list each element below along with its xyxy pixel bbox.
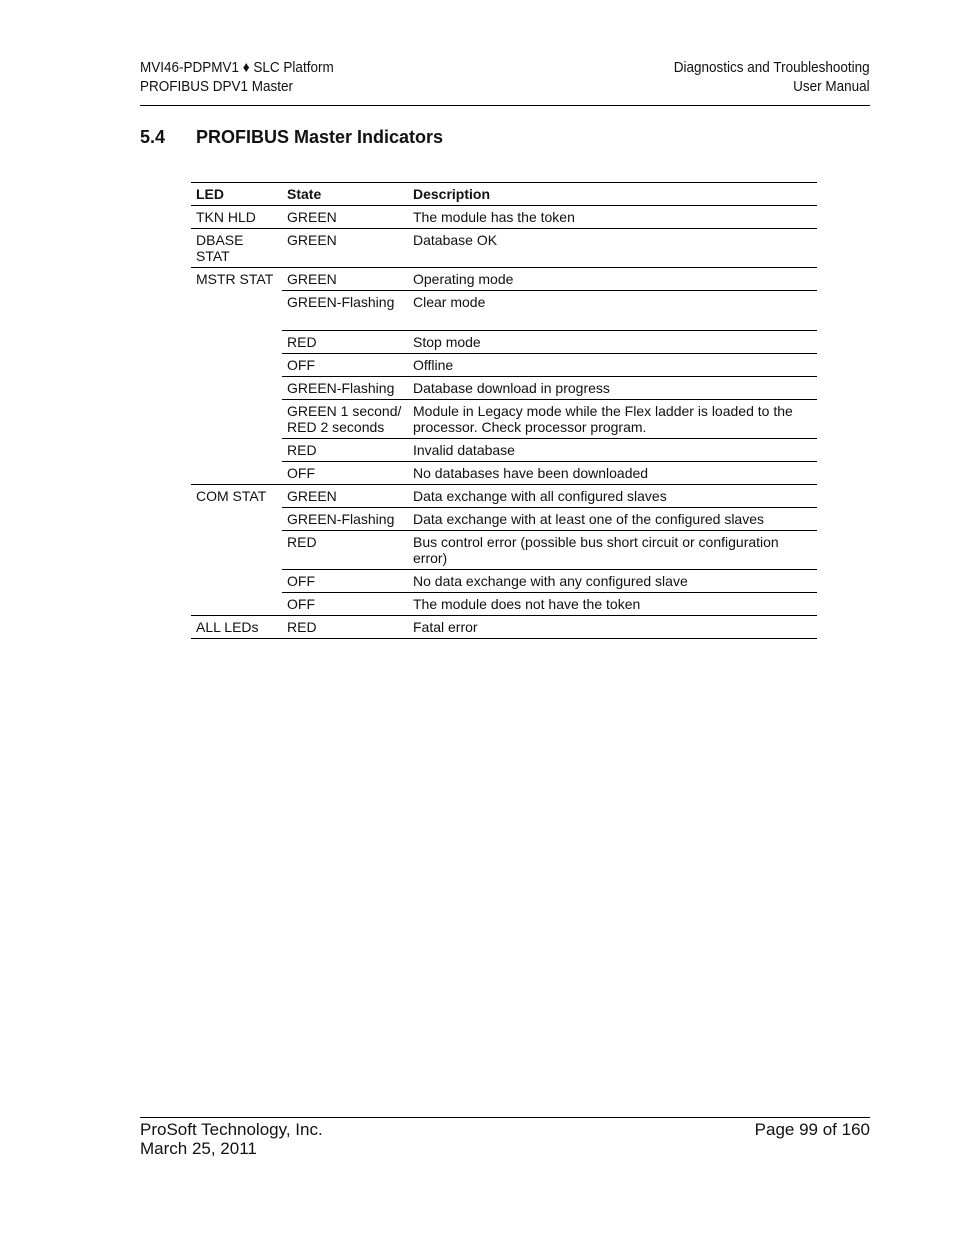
page-footer (140, 1117, 870, 1158)
column-header-state: State (282, 183, 408, 206)
description-cell: Operating mode (408, 268, 817, 291)
table-row (191, 268, 817, 291)
table-row (191, 616, 817, 639)
table-row (191, 462, 817, 485)
table-row (191, 291, 817, 331)
description-cell: Database OK (408, 229, 817, 268)
led-cell: DBASE STAT (191, 229, 282, 268)
table-row (191, 377, 817, 400)
state-cell: RED (282, 616, 408, 639)
footer-page-number: Page 99 of 160 (754, 1120, 870, 1139)
description-cell: The module does not have the token (408, 593, 817, 616)
description-cell: The module has the token (408, 206, 817, 229)
state-cell: OFF (282, 570, 408, 593)
led-cell: COM STAT (191, 485, 282, 616)
table-row (191, 485, 817, 508)
state-cell: GREEN-Flashing (282, 291, 408, 331)
page-header (140, 58, 870, 106)
column-header-description: Description (408, 183, 817, 206)
state-cell: RED (282, 439, 408, 462)
led-indicator-table (191, 182, 817, 639)
description-cell: Data exchange with all configured slaves (408, 485, 817, 508)
table-header-row (191, 183, 817, 206)
table-row (191, 206, 817, 229)
state-cell: RED (282, 331, 408, 354)
section-number: 5.4 (140, 127, 166, 147)
table-row (191, 593, 817, 616)
table-row (191, 400, 817, 439)
header-left (140, 58, 334, 96)
description-cell: Offline (408, 354, 817, 377)
state-cell: GREEN 1 second/ RED 2 seconds (282, 400, 408, 439)
footer-left (140, 1120, 323, 1158)
section-heading (140, 126, 443, 148)
table-row (191, 439, 817, 462)
led-cell: MSTR STAT (191, 268, 282, 485)
state-cell: OFF (282, 593, 408, 616)
table-row (191, 354, 817, 377)
table-row (191, 229, 817, 268)
description-cell: Module in Legacy mode while the Flex ladder is loaded to the processor. Check processor program. (408, 400, 817, 439)
header-product: MVI46-PDPMV1 ♦ SLC Platform (140, 59, 334, 76)
state-cell: GREEN (282, 268, 408, 291)
description-cell: No databases have been downloaded (408, 462, 817, 485)
footer-company: ProSoft Technology, Inc. (140, 1120, 323, 1139)
state-cell: GREEN-Flashing (282, 508, 408, 531)
state-cell: GREEN (282, 206, 408, 229)
state-cell: GREEN-Flashing (282, 377, 408, 400)
table-row (191, 531, 817, 570)
state-cell: OFF (282, 462, 408, 485)
description-cell: No data exchange with any configured slave (408, 570, 817, 593)
table-row (191, 570, 817, 593)
description-cell: Database download in progress (408, 377, 817, 400)
state-cell: GREEN (282, 485, 408, 508)
header-doc-type: User Manual (793, 78, 870, 95)
column-header-led: LED (191, 183, 282, 206)
header-chapter: Diagnostics and Troubleshooting (674, 59, 870, 76)
state-cell: GREEN (282, 229, 408, 268)
state-cell: OFF (282, 354, 408, 377)
led-cell: TKN HLD (191, 206, 282, 229)
description-cell: Clear mode (408, 291, 817, 331)
header-subtitle: PROFIBUS DPV1 Master (140, 78, 294, 95)
description-cell: Bus control error (possible bus short circuit or configuration error) (408, 531, 817, 570)
table-row (191, 331, 817, 354)
section-title-text: PROFIBUS Master Indicators (196, 127, 444, 147)
description-cell: Data exchange with at least one of the configured slaves (408, 508, 817, 531)
header-right (674, 58, 870, 96)
description-cell: Invalid database (408, 439, 817, 462)
table-row (191, 508, 817, 531)
led-cell: ALL LEDs (191, 616, 282, 639)
footer-date: March 25, 2011 (140, 1139, 257, 1158)
description-cell: Stop mode (408, 331, 817, 354)
state-cell: RED (282, 531, 408, 570)
description-cell: Fatal error (408, 616, 817, 639)
